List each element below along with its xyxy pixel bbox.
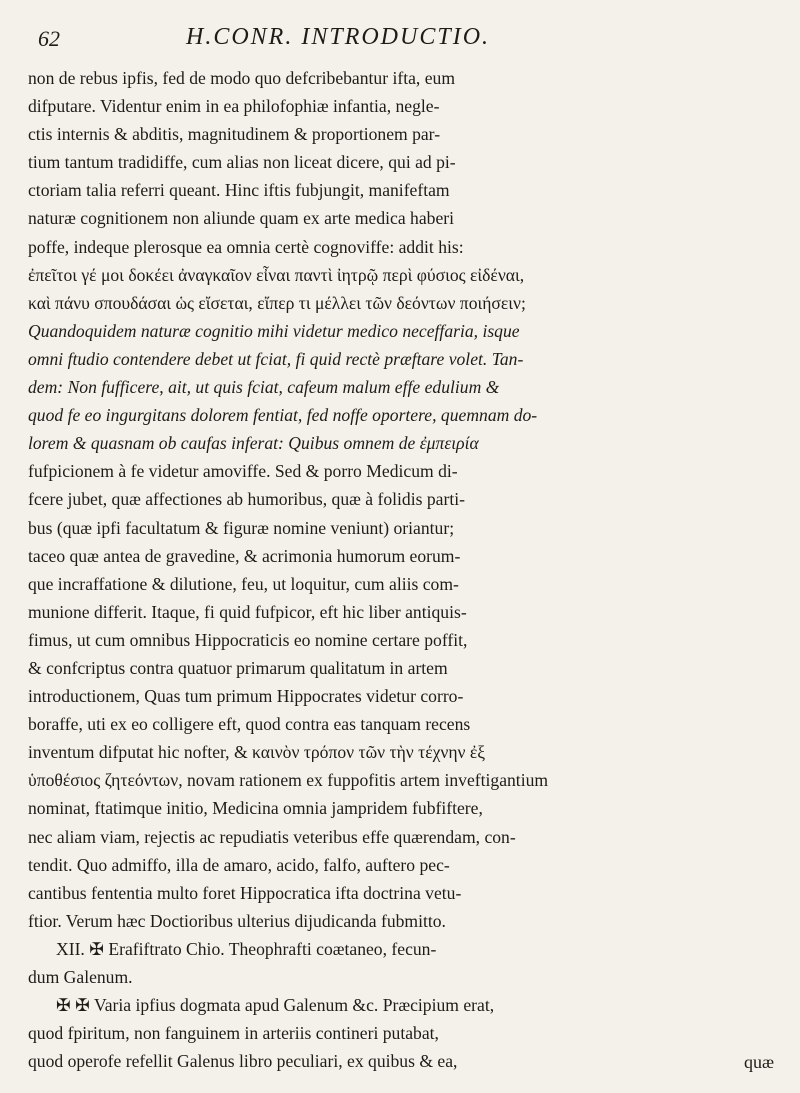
- text-line: XII. ✠ Erafiftrato Chio. Theophrafti coætaneo, fecun-: [56, 938, 437, 959]
- text-line: ὑποθέσιος ζητεόντων, novam rationem ex fuppofitis artem inveftigantium: [28, 770, 549, 791]
- text-line: nominat, ftatimque initio, Medicina omnia jampridem fubfiftere,: [28, 798, 483, 819]
- text-line: nec aliam viam, rejectis ac repudiatis veteribus effe quærendam, con-: [28, 826, 516, 847]
- catchword: quæ: [743, 1052, 774, 1072]
- running-head: H.CONR. INTRODUCTIO.: [186, 24, 491, 50]
- text-line: quod fe eo ingurgitans dolorem fentiat, fed noffe oportere, quemnam do-: [28, 405, 538, 426]
- text-line: naturæ cognitionem non aliunde quam ex arte medica haberi: [28, 208, 455, 229]
- text-line: & confcriptus contra quatuor primarum qualitatum in artem: [28, 657, 448, 678]
- text-line: fcere jubet, quæ affectiones ab humoribus, quæ à folidis parti-: [28, 489, 465, 510]
- text-line: introductionem, Quas tum primum Hippocrates videtur corro-: [28, 686, 464, 707]
- text-line: quod operofe refellit Galenus libro peculiari, ex quibus & ea,: [28, 1051, 458, 1072]
- text-line: inventum difputat hic nofter, & καινὸν τρόπον τῶν τὴν τέχνην ἐξ: [28, 742, 486, 763]
- text-line: omni ftudio contendere debet ut fciat, fi quid rectè præftare volet. Tan-: [28, 348, 524, 369]
- text-line: tium tantum tradidiffe, cum alias non liceat dicere, qui ad pi-: [28, 152, 456, 173]
- text-line: ἐπεῖτοι γέ μοι δοκέει ἀναγκαῖον εἶναι παντὶ ἰητρῷ περὶ φύσιος εἰδέναι,: [28, 264, 525, 285]
- text-line: poffe, indeque plerosque ea omnia certè cognoviffe: addit his:: [28, 236, 464, 257]
- text-line: ✠ ✠ Varia ipfius dogmata apud Galenum &c. Præcipium erat,: [56, 995, 495, 1016]
- page-header: [38, 18, 740, 58]
- text-line: difputare. Videntur enim in ea philofophiæ infantia, negle-: [28, 96, 440, 117]
- body-text: [28, 64, 778, 1075]
- page-number: 62: [38, 26, 60, 51]
- text-line: καὶ πάνυ σπουδάσαι ὡς εἴσεται, εἴπερ τι μέλλει τῶν δεόντων ποιήσειν;: [28, 292, 526, 313]
- text-line: cantibus fententia multo foret Hippocratica ifta doctrina vetu-: [28, 882, 462, 903]
- text-line: boraffe, uti ex eo colligere eft, quod contra eas tanquam recens: [28, 714, 471, 735]
- text-line: taceo quæ antea de gravedine, & acrimonia humorum eorum-: [28, 545, 461, 566]
- text-line: dum Galenum.: [28, 967, 133, 987]
- text-line: ftior. Verum hæc Doctioribus ulterius dijudicanda fubmitto.: [28, 910, 446, 931]
- text-line: non de rebus ipfis, fed de modo quo defcribebantur ifta, eum: [28, 68, 456, 88]
- text-line: que incraffatione & dilutione, feu, ut loquitur, cum aliis com-: [28, 573, 459, 594]
- text-line: munione differit. Itaque, fi quid fufpicor, eft hic liber antiquis-: [28, 601, 467, 622]
- text-line: Quandoquidem naturæ cognitio mihi videtur medico neceffaria, isque: [28, 320, 520, 341]
- text-line: bus (quæ ipfi facultatum & figuræ nomine veniunt) oriantur;: [28, 517, 455, 538]
- text-line: ctis internis & abditis, magnitudinem & proportionem par-: [28, 124, 441, 145]
- text-line: dem: Non fufficere, ait, ut quis fciat, cafeum malum effe edulium &: [28, 377, 500, 398]
- text-line: ctoriam talia referri queant. Hinc iftis fubjungit, manifeftam: [28, 180, 450, 201]
- text-line: fufpicionem à fe videtur amoviffe. Sed & porro Medicum di-: [28, 461, 458, 482]
- text-line: tendit. Quo admiffo, illa de amaro, acido, falfo, auftero pec-: [28, 854, 450, 875]
- text-line: lorem & quasnam ob caufas inferat: Quibus omnem de ἐμπειρία: [28, 433, 479, 454]
- text-line: fimus, ut cum omnibus Hippocraticis eo nomine certare poffit,: [28, 629, 468, 650]
- text-line: quod fpiritum, non fanguinem in arteriis contineri putabat,: [28, 1023, 439, 1044]
